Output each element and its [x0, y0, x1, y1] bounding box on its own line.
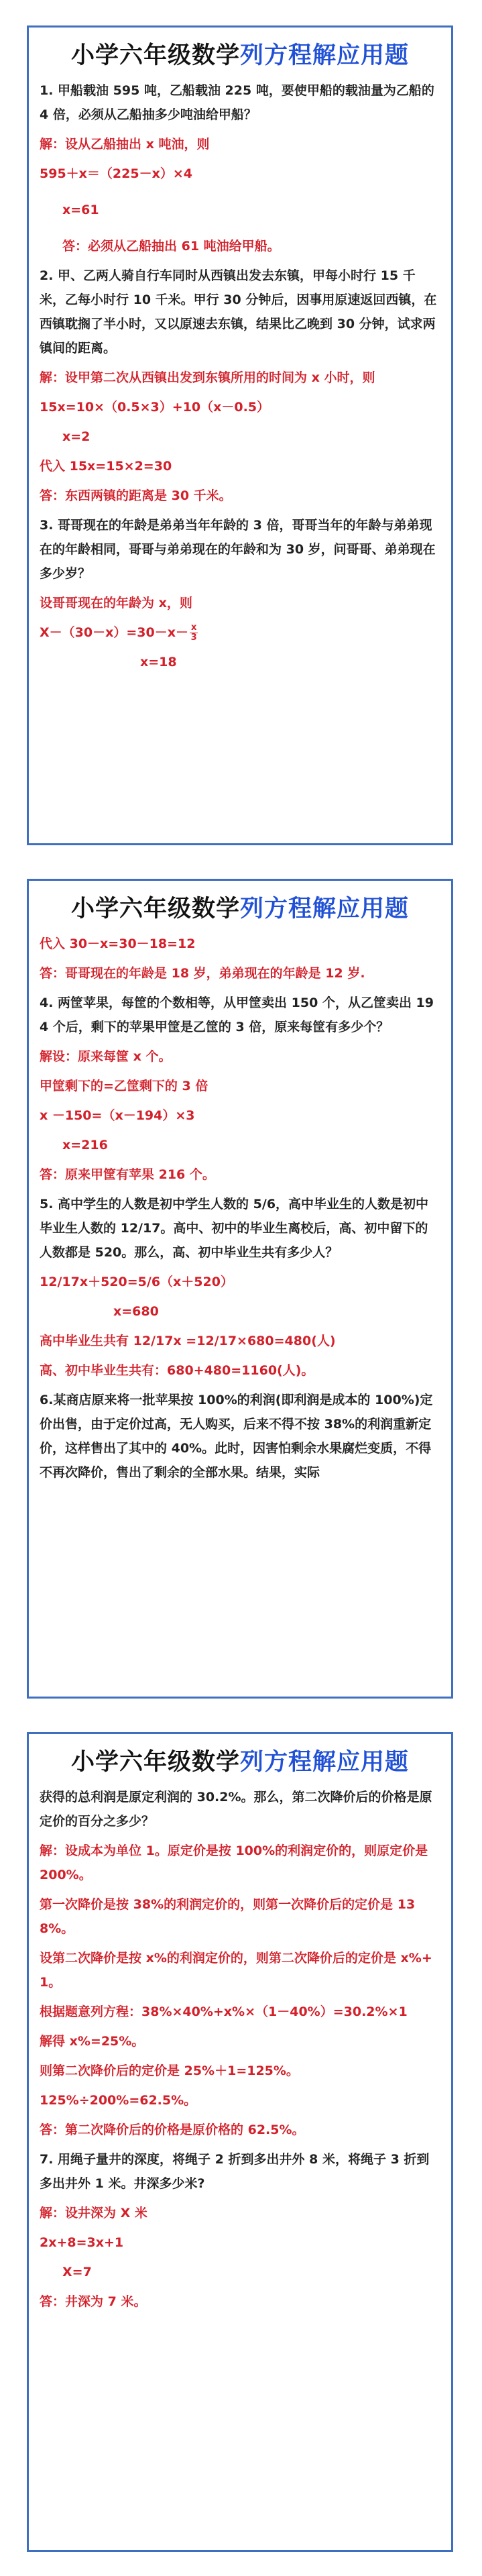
solution-6-equation: 根据题意列方程：38%×40%+x%×（1－40%）=30.2%×1: [40, 2004, 408, 2019]
page-title: [40, 40, 440, 72]
solution-6-second-price: 设第二次降价是按 x%的利润定价的，则第二次降价后的定价是 x%+1。: [40, 1951, 432, 1990]
page-card-2: [27, 879, 453, 1699]
question-1: 1. 甲船载油 595 吨，乙船载油 225 吨，要使甲船的载油量为乙船的 4 倍，必须从乙船抽多少吨油给甲船？: [40, 83, 434, 122]
solution-1-setup: 解：设从乙船抽出 x 吨油，则: [40, 137, 210, 152]
fraction-numerator: x: [190, 623, 197, 633]
question-7: 7. 用绳子量井的深度，将绳子 2 折到多出井外 8 米，将绳子 3 折到多出井外 1 米。井深多少米?: [40, 2152, 430, 2191]
title-black-part: 小学六年级数学: [70, 42, 240, 69]
answer-3: 答：哥哥现在的年龄是 18 岁，弟弟现在的年龄是 12 岁.: [40, 966, 365, 981]
solution-1-equation: 595＋x＝（225－x）×4: [40, 166, 192, 181]
solution-6-new-price: 则第二次降价后的定价是 25%＋1=125%。: [40, 2063, 299, 2078]
answer-1: 答：必须从乙船抽出 61 吨油给甲船。: [62, 239, 280, 254]
solution-5-equation: 12/17x＋520=5/6（x＋520）: [40, 1275, 233, 1289]
page-card-1: [27, 25, 453, 845]
solution-6-result: 解得 x%=25%。: [40, 2034, 145, 2049]
question-6-part-1: 6.某商店原来将一批苹果按 100%的利润(即利润是成本的 100%)定价出售，由于定价过高，无人购买，后来不得不按 38%的利润重新定价，这样售出了其中的 40%。此时，因害怕剩余水果腐烂变质，不得不再次降价，售出了剩余的全部水果。结果，实际: [40, 1393, 433, 1480]
answer-2: 答：东西两镇的距离是 30 千米。: [40, 488, 232, 503]
solution-2-equation: 15x=10×（0.5×3）+10（x－0.5）: [40, 400, 270, 415]
solution-2-substitute: 代入 15x=15×2=30: [40, 459, 172, 474]
solution-4-equation: x －150=（x－194）×3: [40, 1108, 195, 1123]
title-blue-part: 列方程解应用题: [240, 42, 410, 69]
question-6-part-2: 获得的总利润是原定利润的 30.2%。那么，第二次降价后的价格是原定价的百分之多少？: [40, 1790, 432, 1829]
solution-2-result: x=2: [62, 429, 91, 444]
answer-7: 答：井深为 7 米。: [40, 2294, 147, 2309]
solution-4-setup: 解设：原来每筐 x 个。: [40, 1049, 172, 1064]
solution-3-equation: [40, 621, 440, 645]
title-blue-part: 列方程解应用题: [240, 1749, 410, 1776]
solution-6-first-price: 第一次降价是按 38%的利润定价的，则第一次降价后的定价是 138%。: [40, 1897, 416, 1936]
page-card-3: [27, 1732, 453, 2552]
page-title: [40, 1746, 440, 1778]
solution-7-equation: 2x+8=3x+1: [40, 2235, 124, 2250]
fraction-x-over-3: [190, 623, 198, 643]
solution-5-result: x=680: [113, 1304, 159, 1319]
solution-7-result: X=7: [62, 2265, 92, 2279]
fraction-denominator: 3: [190, 633, 197, 643]
title-blue-part: 列方程解应用题: [240, 896, 410, 922]
solution-3-substitute: 代入 30－x=30－18=12: [40, 936, 196, 951]
solution-3-equation-text: X－（30－x）=30－x－: [40, 625, 188, 640]
solution-4-relation: 甲筐剩下的=乙筐剩下的 3 倍: [40, 1079, 208, 1093]
solution-5-senior: 高中毕业生共有 12/17x =12/17×680=480(人): [40, 1334, 336, 1348]
page-title: [40, 893, 440, 925]
answer-4: 答：原来甲筐有苹果 216 个。: [40, 1167, 215, 1182]
question-3: 3. 哥哥现在的年龄是弟弟当年年龄的 3 倍，哥哥当年的年龄与弟弟现在的年龄相同，哥哥与弟弟现在的年龄和为 30 岁，问哥哥、弟弟现在多少岁？: [40, 518, 436, 581]
solution-4-result: x=216: [62, 1138, 108, 1152]
question-5: 5. 高中学生的人数是初中学生人数的 5/6，高中毕业生的人数是初中毕业生人数的 12/17。高中、初中的毕业生离校后，高、初中留下的人数都是 520。那么，高、初中毕业生共有多少人？: [40, 1197, 429, 1260]
title-black-part: 小学六年级数学: [70, 1749, 240, 1776]
solution-6-ratio: 125%÷200%=62.5%。: [40, 2093, 197, 2108]
question-4: 4. 两筐苹果，每筐的个数相等，从甲筐卖出 150 个，从乙筐卖出 194 个后，剩下的苹果甲筐是乙筐的 3 倍，原来每筐有多少个？: [40, 996, 434, 1034]
solution-1-result: x=61: [62, 203, 99, 217]
answer-6: 答：第二次降价后的价格是原价格的 62.5%。: [40, 2123, 305, 2137]
question-2: 2. 甲、乙两人骑自行车同时从西镇出发去东镇，甲每小时行 15 千米，乙每小时行 10 千米。甲行 30 分钟后，因事用原速返回西镇，在西镇耽搁了半小时，又以原速去东镇，结果比乙晚到 30 分钟，试求两镇间的距离。: [40, 268, 437, 356]
solution-3-setup: 设哥哥现在的年龄为 x，则: [40, 596, 192, 610]
solution-7-setup: 解：设井深为 X 米: [40, 2206, 147, 2220]
solution-6-setup: 解：设成本为单位 1。原定价是按 100%的利润定价的，则原定价是 200%。: [40, 1843, 428, 1882]
answer-5: 高、初中毕业生共有：680+480=1160(人)。: [40, 1363, 314, 1378]
solution-2-setup: 解：设甲第二次从西镇出发到东镇所用的时间为 x 小时，则: [40, 370, 375, 385]
solution-3-result: x=18: [140, 655, 177, 669]
title-black-part: 小学六年级数学: [70, 896, 240, 922]
